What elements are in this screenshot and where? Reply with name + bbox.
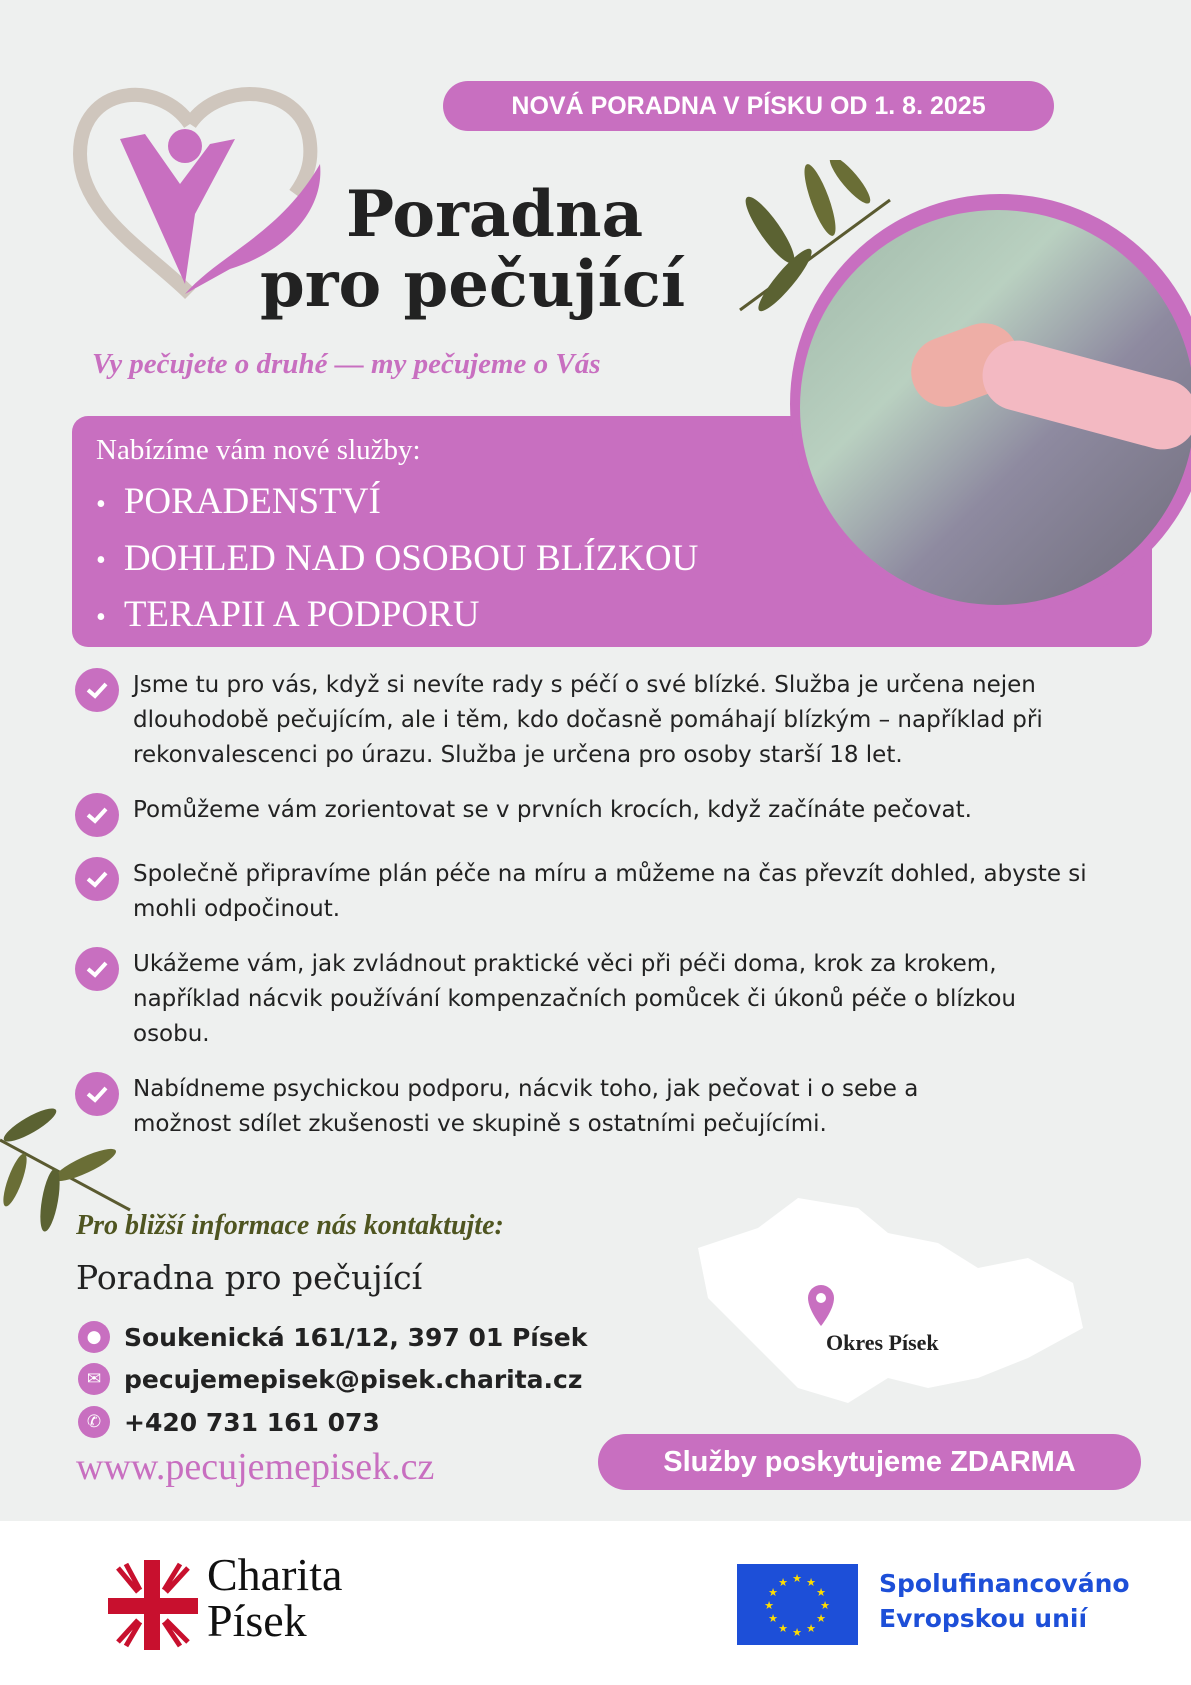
check-icon — [75, 668, 119, 712]
service-item: • TERAPII A PODPORU — [96, 588, 1128, 645]
location-pin-icon: ● — [78, 1321, 110, 1353]
contact-heading: Pro bližší informace nás kontaktujte: — [76, 1210, 504, 1241]
check-icon — [75, 857, 119, 901]
service-item: • DOHLED NAD OSOBOU BLÍZKOU — [96, 532, 1128, 589]
benefit-item: Nabídneme psychickou podporu, nácvik toho, jak pečovat i o sebe a možnost sdílet zkušenosti ve skupině s ostatními pečujícími. — [75, 1072, 1155, 1142]
svg-text:★: ★ — [768, 1586, 778, 1599]
check-icon — [75, 947, 119, 991]
email-row[interactable]: ✉ pecujemepisek@pisek.charita.cz — [78, 1363, 582, 1395]
benefit-item: Jsme tu pro vás, když si nevíte rady s péčí o své blízké. Služba je určena nejen dlouhodobě pečujícím, ale i těm, kdo dočasně pomáhají blízkým – například při rekonvalescenci po úrazu. Služba je určena pro osoby starší 18 let. — [75, 668, 1155, 773]
benefits-list — [75, 668, 1155, 1162]
address-row: ● Soukenická 161/12, 397 01 Písek — [78, 1321, 587, 1353]
envelope-icon: ✉ — [78, 1363, 110, 1395]
svg-text:★: ★ — [778, 1622, 788, 1635]
services-heading: Nabízíme vám nové služby: — [96, 434, 421, 466]
title-line2: pro pečující — [260, 247, 686, 322]
svg-text:★: ★ — [792, 1572, 802, 1585]
service-item: • PORADENSTVÍ — [96, 475, 1128, 532]
caregiving-photo — [790, 194, 1191, 614]
svg-text:★: ★ — [792, 1626, 802, 1639]
contact-name: Poradna pro pečující — [76, 1258, 423, 1297]
website-link[interactable]: www.pecujemepisek.cz — [76, 1446, 435, 1488]
benefit-item: Ukážeme vám, jak zvládnout praktické věci při péči doma, krok za krokem, například nácvik používání kompenzačních pomůcek či úkonů péče o blízkou osobu. — [75, 947, 1155, 1052]
svg-text:★: ★ — [764, 1599, 774, 1612]
eu-flag-icon — [737, 1564, 858, 1645]
svg-text:★: ★ — [778, 1576, 788, 1589]
svg-text:★: ★ — [816, 1612, 826, 1625]
svg-text:★: ★ — [806, 1622, 816, 1635]
benefit-item: Pomůžeme vám zorientovat se v prvních krocích, když začínáte pečovat. — [75, 793, 1155, 837]
svg-text:★: ★ — [768, 1612, 778, 1625]
map-label: Okres Písek — [826, 1330, 939, 1355]
free-services-badge: Služby poskytujeme ZDARMA — [598, 1434, 1141, 1490]
svg-text:★: ★ — [816, 1586, 826, 1599]
check-icon — [75, 793, 119, 837]
phone-row[interactable]: ✆ +420 731 161 073 — [78, 1406, 380, 1438]
charita-logo-text: Charita Písek — [207, 1549, 343, 1646]
eu-cofinancing-text: Spolufinancováno Evropskou unií — [879, 1569, 1130, 1633]
czech-map — [688, 1188, 1086, 1408]
tagline: Vy pečujete o druhé — my pečujeme o Vás — [92, 348, 601, 380]
charita-cross-icon — [108, 1560, 198, 1650]
title-line1: Poradna — [346, 177, 644, 252]
benefit-item: Společně připravíme plán péče na míru a můžeme na čas převzít dohled, abyste si mohli odpočinout. — [75, 857, 1155, 927]
svg-text:★: ★ — [820, 1599, 830, 1612]
svg-text:★: ★ — [806, 1576, 816, 1589]
phone-icon: ✆ — [78, 1406, 110, 1438]
opening-date-badge: NOVÁ PORADNA V PÍSKU OD 1. 8. 2025 — [443, 81, 1054, 131]
